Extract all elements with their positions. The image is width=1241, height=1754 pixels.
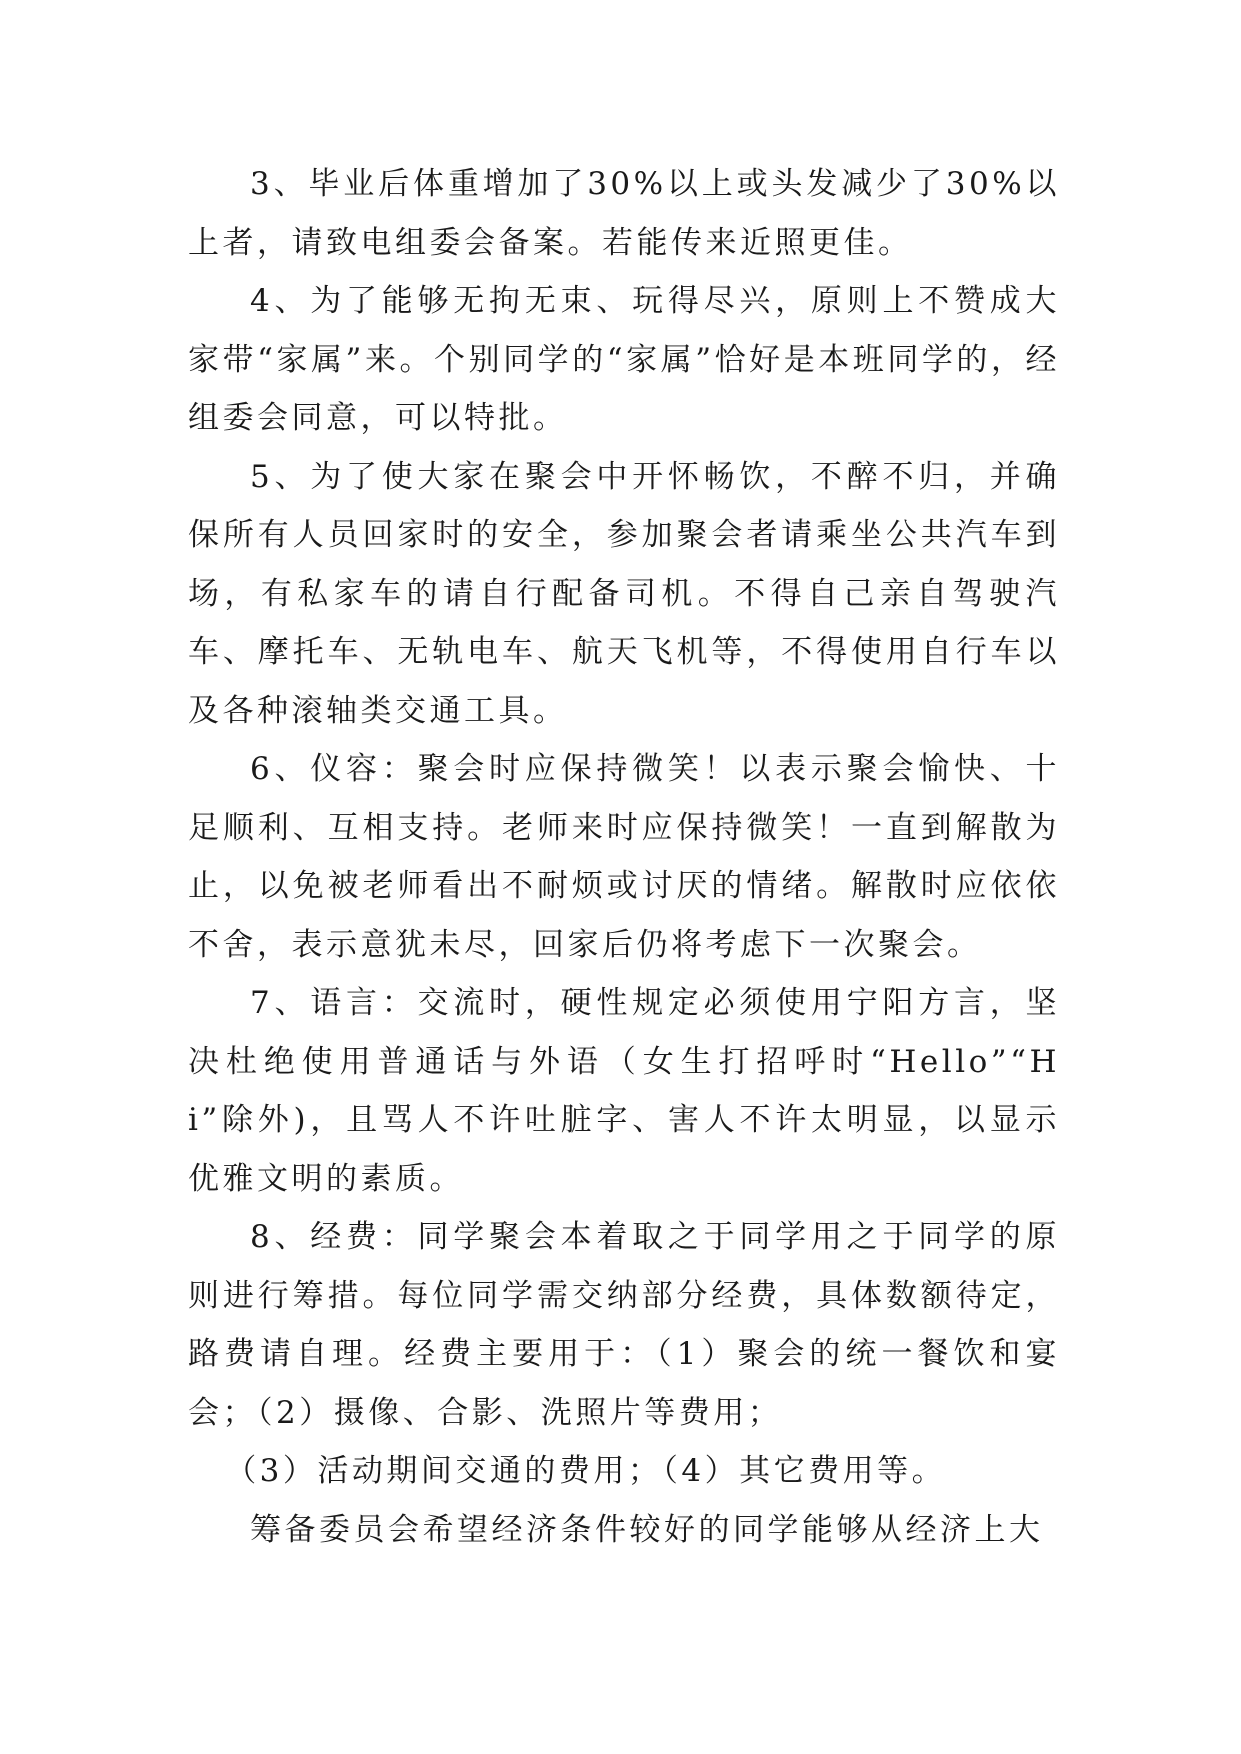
- document-body: [188, 155, 1060, 1559]
- paragraph-funding-continued: （3）活动期间交通的费用；（4）其它费用等。: [225, 1453, 947, 1489]
- paragraph-item-8-funding: 8、经费：同学聚会本着取之于同学用之于同学的原则进行筹措。每位同学需交纳部分经费，具体数额待定，路费请自理。经费主要用于：（1）聚会的统一餐饮和宴会；（2）摄像、合影、洗照片等费用；: [188, 1219, 1060, 1431]
- paragraph-item-7-language: 7、语言：交流时，硬性规定必须使用宁阳方言，坚决杜绝使用普通话与外语（女生打招呼时“Hello”“Hi”除外)，且骂人不许吐脏字、害人不许太明显，以显示优雅文明的素质。: [188, 985, 1060, 1197]
- paragraph-item-4: 4、为了能够无拘无束、玩得尽兴，原则上不赞成大家带“家属”来。个别同学的“家属”恰好是本班同学的，经组委会同意，可以特批。: [188, 283, 1060, 436]
- paragraph-item-3: 3、毕业后体重增加了30%以上或头发减少了30%以上者，请致电组委会备案。若能传来近照更佳。: [188, 166, 1060, 261]
- paragraph-item-5: 5、为了使大家在聚会中开怀畅饮，不醉不归，并确保所有人员回家时的安全，参加聚会者请乘坐公共汽车到场，有私家车的请自行配备司机。不得自己亲自驾驶汽车、摩托车、无轨电车、航天飞机等，不得使用自行车以及各种滚轴类交通工具。: [188, 458, 1060, 729]
- paragraph-committee-hope: 筹备委员会希望经济条件较好的同学能够从经济上大: [250, 1511, 1044, 1548]
- paragraph-item-6-appearance: 6、仪容：聚会时应保持微笑！以表示聚会愉快、十足顺利、互相支持。老师来时应保持微笑！一直到解散为止，以免被老师看出不耐烦或讨厌的情绪。解散时应依依不舍，表示意犹未尽，回家后仍将考虑下一次聚会。: [188, 751, 1060, 963]
